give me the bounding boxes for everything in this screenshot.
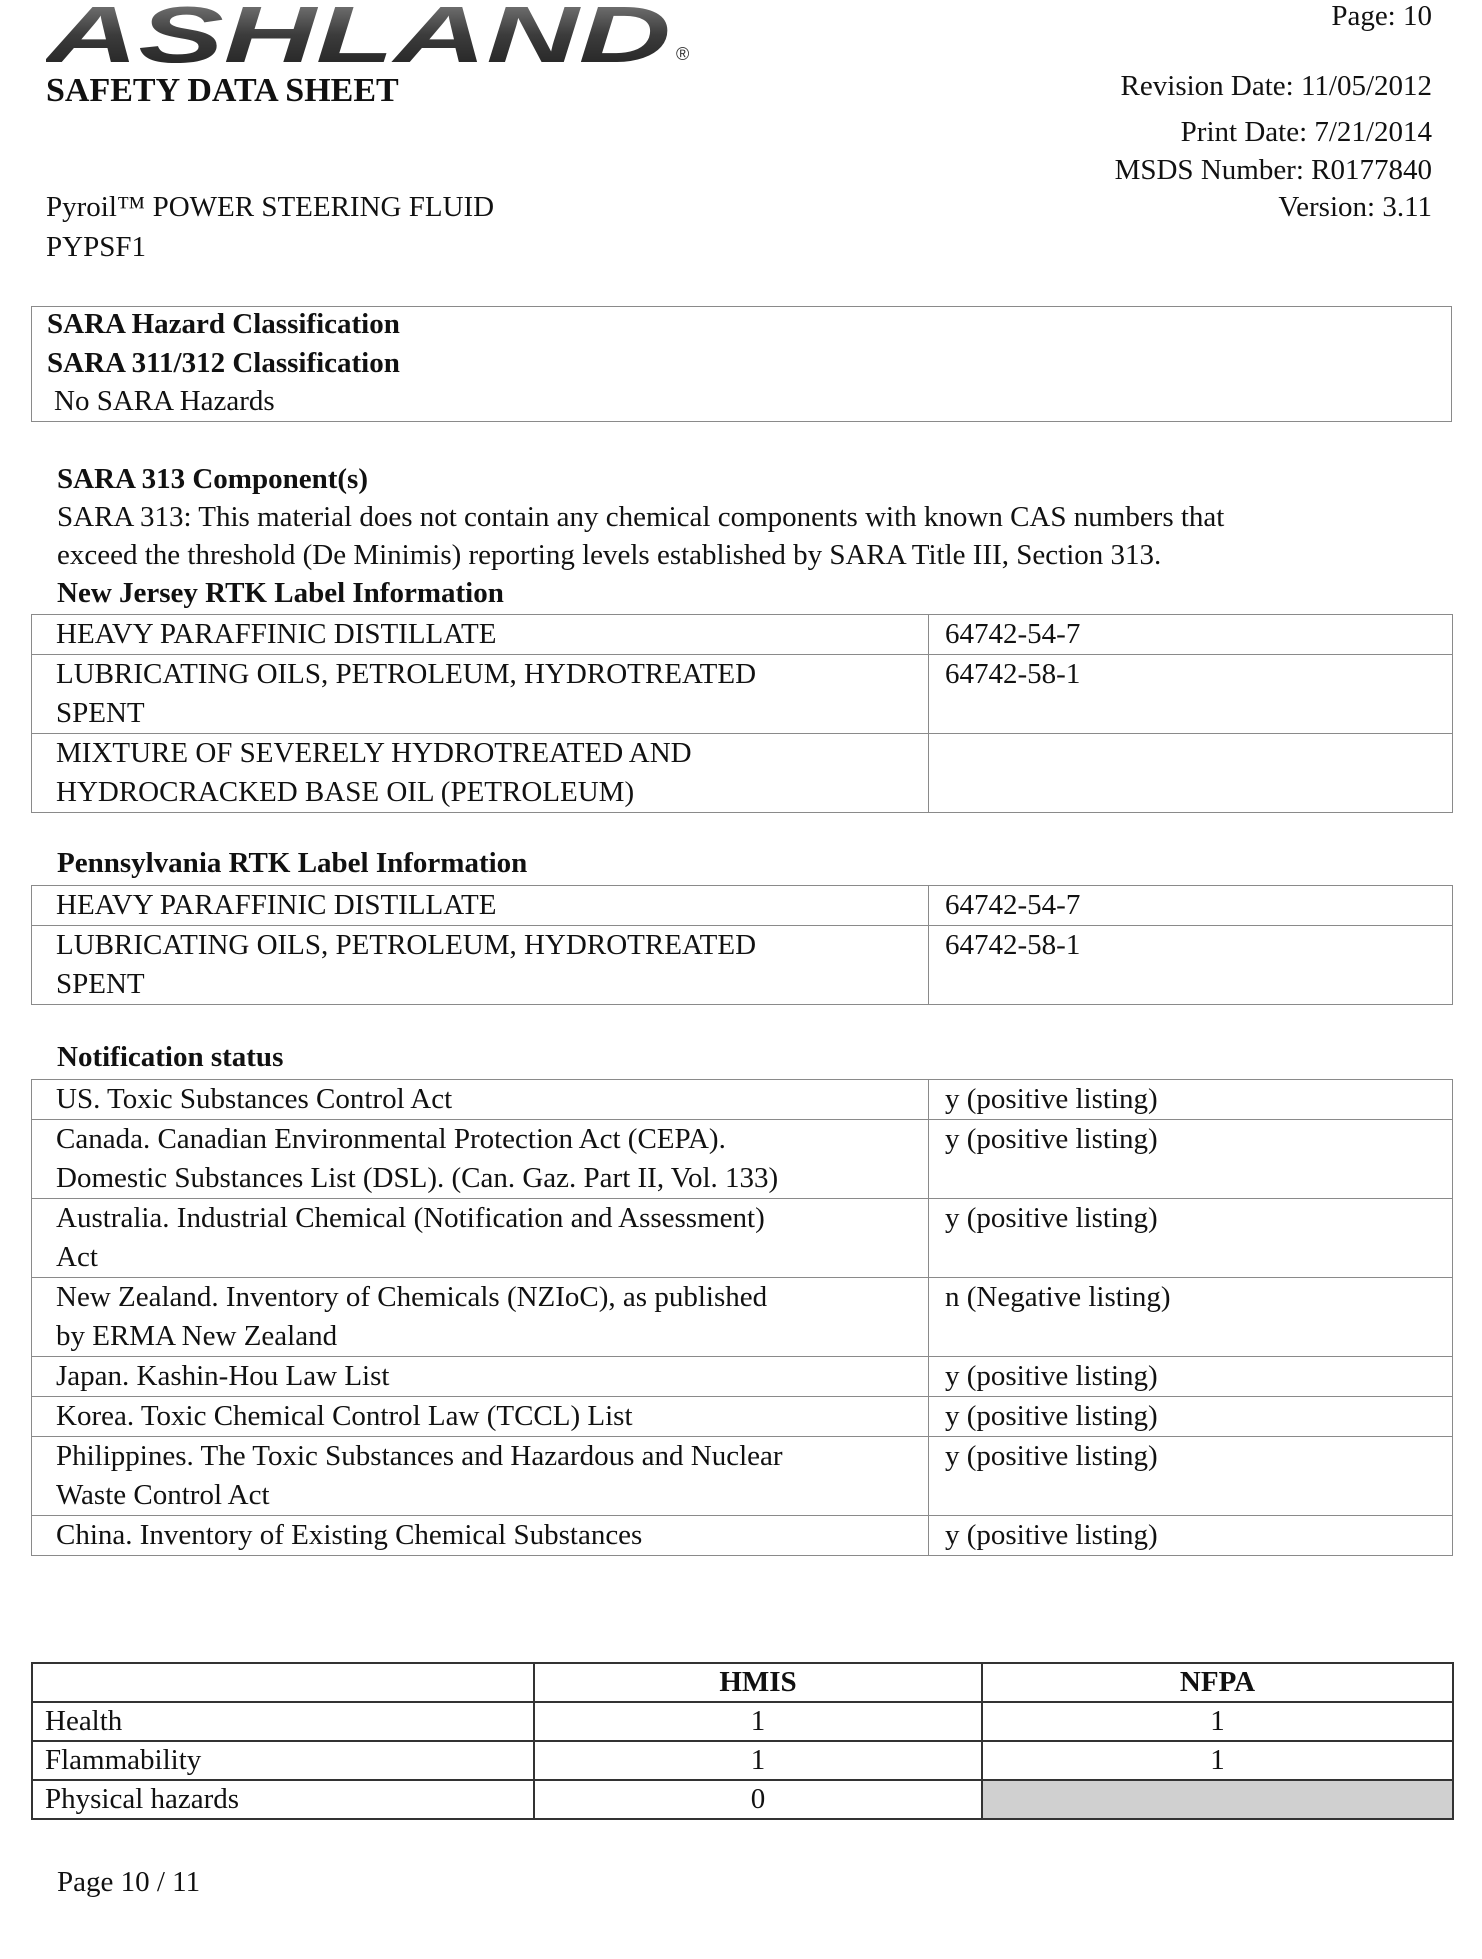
document-title: SAFETY DATA SHEET [46, 72, 399, 109]
table-row [32, 734, 1453, 813]
table-row [32, 1702, 1453, 1741]
header-blank-cell [32, 1663, 534, 1702]
table-header-row [32, 1663, 1453, 1702]
sara-313-text-line1: SARA 313: This material does not contain any chemical components with known CAS numbers that [57, 501, 1225, 533]
print-date: Print Date: 7/21/2014 [1180, 116, 1432, 148]
hmis-value: 1 [534, 1741, 982, 1780]
pa-rtk-title: Pennsylvania RTK Label Information [57, 847, 528, 879]
notification-status-table [31, 1079, 1453, 1556]
table-row [32, 926, 1453, 1005]
chemical-name: HEAVY PARAFFINIC DISTILLATE [32, 615, 929, 655]
cas-number: 64742-54-7 [929, 886, 1453, 926]
revision-date: Revision Date: 11/05/2012 [1120, 70, 1432, 102]
listing-status: y (positive listing) [929, 1080, 1453, 1120]
inventory-name: US. Toxic Substances Control Act [32, 1080, 929, 1120]
chemical-name: LUBRICATING OILS, PETROLEUM, HYDROTREATED SPENT [32, 655, 929, 734]
notification-status-title: Notification status [57, 1041, 284, 1073]
version: Version: 3.11 [1278, 191, 1432, 223]
inventory-name: China. Inventory of Existing Chemical Substances [32, 1516, 929, 1556]
ashland-logo-graphic [46, 0, 706, 66]
chemical-name: HEAVY PARAFFINIC DISTILLATE [32, 886, 929, 926]
cas-number [929, 734, 1453, 813]
table-row [32, 655, 1453, 734]
nfpa-value: 1 [982, 1741, 1453, 1780]
table-row [32, 1397, 1453, 1437]
nj-rtk-table [31, 614, 1453, 813]
table-row [32, 1516, 1453, 1556]
cas-number: 64742-58-1 [929, 655, 1453, 734]
table-row [32, 1278, 1453, 1357]
table-row [32, 1080, 1453, 1120]
inventory-name: Canada. Canadian Environmental Protection Act (CEPA). Domestic Substances List (DSL). (Can. Gaz. Part II, Vol. 133) [32, 1120, 929, 1199]
table-row [32, 615, 1453, 655]
sara-hazard-box [31, 306, 1452, 422]
chemical-name: MIXTURE OF SEVERELY HYDROTREATED AND HYDROCRACKED BASE OIL (PETROLEUM) [32, 734, 929, 813]
footer-page-count: Page 10 / 11 [57, 1866, 201, 1898]
rating-label: Physical hazards [32, 1780, 534, 1819]
listing-status: y (positive listing) [929, 1437, 1453, 1516]
logo-wordmark: ASHLAND [46, 0, 672, 66]
listing-status: y (positive listing) [929, 1357, 1453, 1397]
product-code: PYPSF1 [46, 231, 146, 263]
hmis-header: HMIS [534, 1663, 982, 1702]
product-name: Pyroil™ POWER STEERING FLUID [46, 191, 495, 223]
nfpa-value: 1 [982, 1702, 1453, 1741]
nfpa-header: NFPA [982, 1663, 1453, 1702]
listing-status: y (positive listing) [929, 1120, 1453, 1199]
inventory-name: Korea. Toxic Chemical Control Law (TCCL) List [32, 1397, 929, 1437]
listing-status: y (positive listing) [929, 1199, 1453, 1278]
msds-number: MSDS Number: R0177840 [1114, 154, 1432, 186]
logo-registered-mark: ® [676, 44, 690, 64]
sara-hazard-title: SARA Hazard Classification [47, 308, 400, 340]
ashland-logo [46, 0, 706, 74]
hazard-ratings-table [31, 1662, 1454, 1820]
inventory-name: Japan. Kashin-Hou Law List [32, 1357, 929, 1397]
listing-status: n (Negative listing) [929, 1278, 1453, 1357]
inventory-name: Australia. Industrial Chemical (Notification and Assessment) Act [32, 1199, 929, 1278]
table-row [32, 1199, 1453, 1278]
sara-311-312-title: SARA 311/312 Classification [47, 347, 400, 379]
nj-rtk-title: New Jersey RTK Label Information [57, 577, 504, 609]
sara-hazard-value: No SARA Hazards [54, 385, 275, 417]
table-row [32, 886, 1453, 926]
table-row [32, 1437, 1453, 1516]
inventory-name: Philippines. The Toxic Substances and Hazardous and Nuclear Waste Control Act [32, 1437, 929, 1516]
cas-number: 64742-54-7 [929, 615, 1453, 655]
rating-label: Health [32, 1702, 534, 1741]
table-row [32, 1780, 1453, 1819]
hmis-value: 1 [534, 1702, 982, 1741]
table-row [32, 1741, 1453, 1780]
chemical-name: LUBRICATING OILS, PETROLEUM, HYDROTREATED SPENT [32, 926, 929, 1005]
inventory-name: New Zealand. Inventory of Chemicals (NZIoC), as published by ERMA New Zealand [32, 1278, 929, 1357]
listing-status: y (positive listing) [929, 1516, 1453, 1556]
table-row [32, 1357, 1453, 1397]
rating-label: Flammability [32, 1741, 534, 1780]
sara-313-text-line2: exceed the threshold (De Minimis) reporting levels established by SARA Title III, Section 313. [57, 539, 1162, 571]
pa-rtk-table [31, 885, 1453, 1005]
nfpa-value [982, 1780, 1453, 1819]
listing-status: y (positive listing) [929, 1397, 1453, 1437]
hmis-value: 0 [534, 1780, 982, 1819]
page-number: Page: 10 [1331, 0, 1432, 32]
cas-number: 64742-58-1 [929, 926, 1453, 1005]
table-row [32, 1120, 1453, 1199]
sara-313-title: SARA 313 Component(s) [57, 463, 368, 495]
